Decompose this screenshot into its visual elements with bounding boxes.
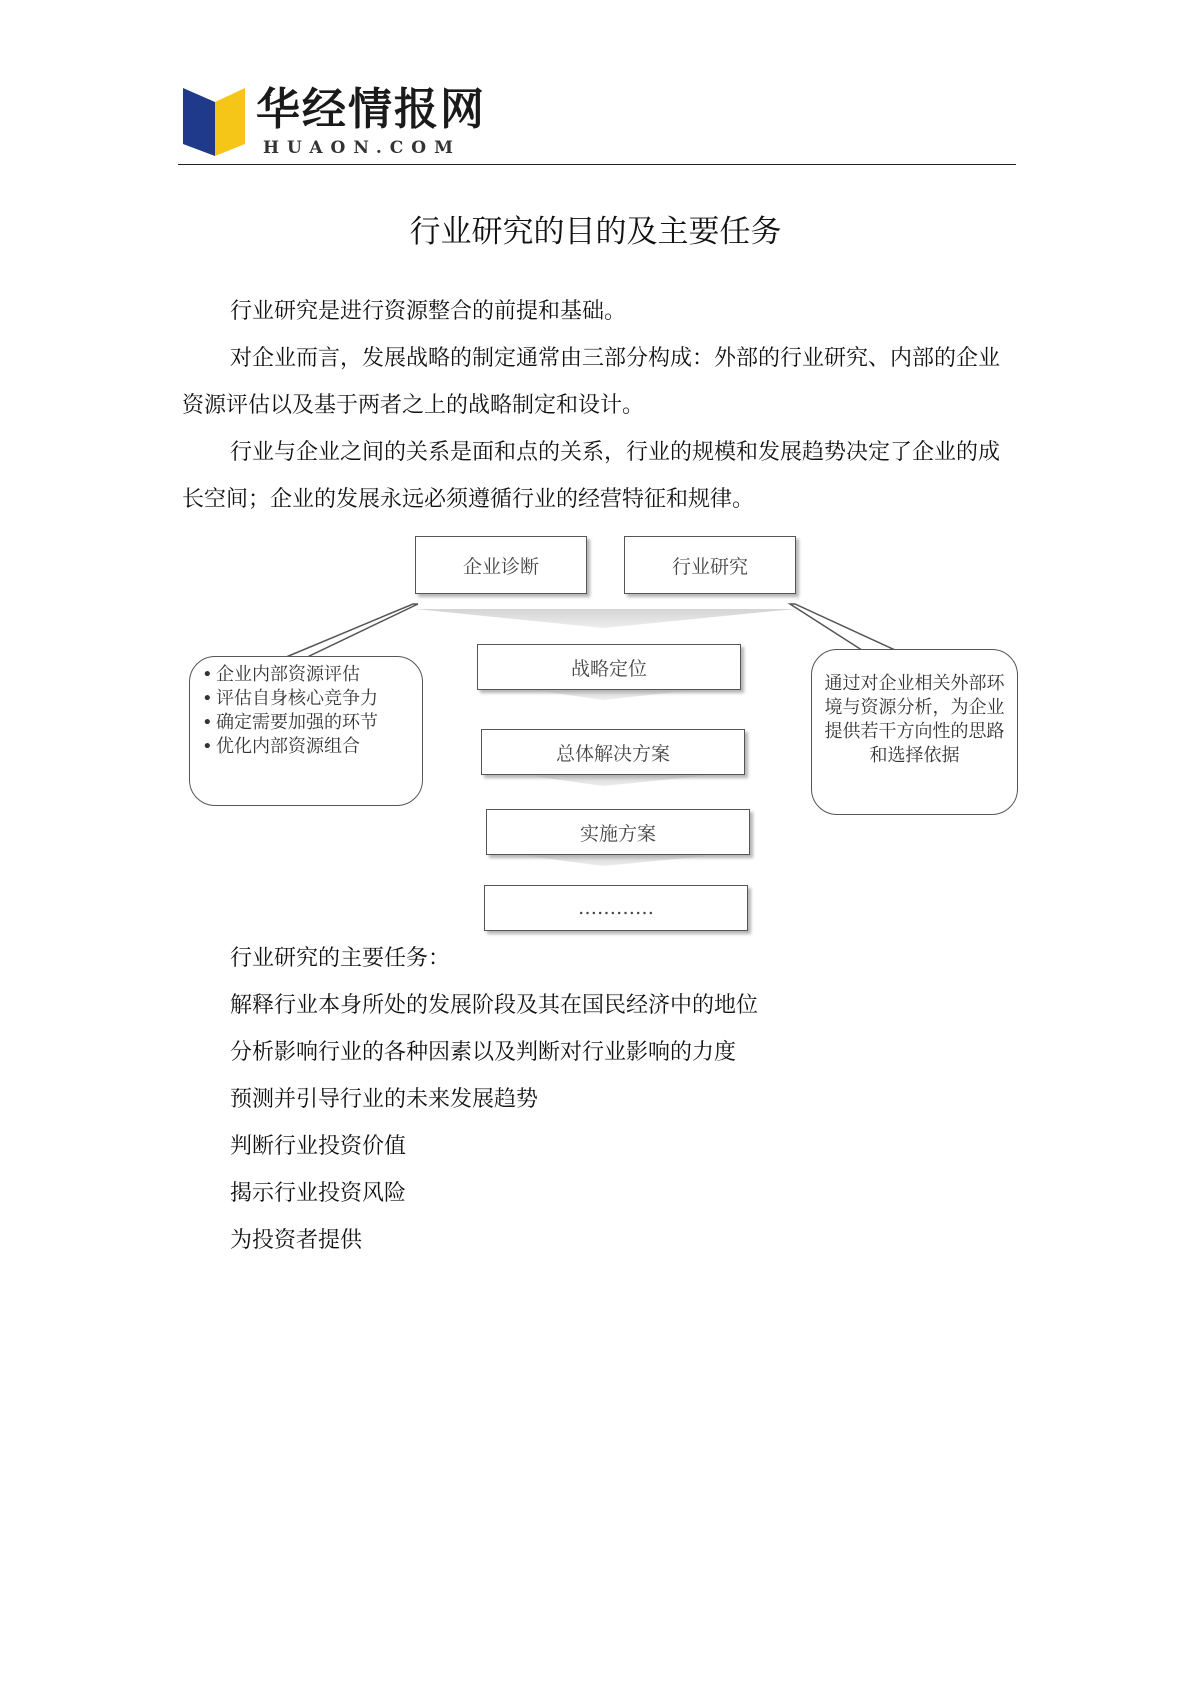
box-enterprise-diagnosis: 企业诊断 <box>415 536 587 594</box>
left-pointer <box>279 604 418 660</box>
callout-external-analysis: 通过对企业相关外部环境与资源分析，为企业提供若干方向性的思路和选择依据 <box>811 649 1018 815</box>
list-item: 预测并引导行业的未来发展趋势 <box>230 1087 539 1112</box>
flow-step-implementation-plan: 实施方案 <box>486 809 750 855</box>
tasks-heading: 行业研究的主要任务： <box>230 946 451 971</box>
flow-step-ellipsis: ………… <box>484 885 748 931</box>
list-item: 为投资者提供 <box>230 1228 363 1253</box>
list-item: 揭示行业投资风险 <box>230 1181 407 1206</box>
flow-step-strategy-positioning: 战略定位 <box>477 644 741 690</box>
paragraph-1: 行业研究是进行资源整合的前提和基础。 <box>230 299 627 324</box>
flow-step-overall-solution: 总体解决方案 <box>481 729 745 775</box>
right-pointer <box>790 604 895 654</box>
strategy-diagram <box>183 536 1019 928</box>
callout-item: • 优化内部资源组合 <box>216 735 412 759</box>
callout-item: • 企业内部资源评估 <box>216 663 412 687</box>
logo-text-en: HUAON.COM <box>263 138 461 158</box>
paragraph-2: 对企业而言，发展战略的制定通常由三部分构成：外部的行业研究、内部的企业资源评估以及基于两者之上的战略制定和设计。 <box>182 346 1001 418</box>
logo-icon <box>183 88 245 156</box>
callout-item: • 确定需要加强的环节 <box>216 711 412 735</box>
list-item: 解释行业本身所处的发展阶段及其在国民经济中的地位 <box>230 993 759 1018</box>
list-item: 判断行业投资价值 <box>230 1134 407 1159</box>
callout-item: • 评估自身核心竞争力 <box>216 687 412 711</box>
page-title: 行业研究的目的及主要任务 <box>409 214 782 250</box>
chevron-3 <box>513 854 728 866</box>
paragraph-3: 行业与企业之间的关系是面和点的关系，行业的规模和发展趋势决定了企业的成长空间；企业的发展永远必须遵循行业的经营特征和规律。 <box>182 440 1001 512</box>
chevron-big <box>415 609 795 628</box>
task-list <box>230 982 1010 1264</box>
logo-text-cn: 华经情报网 <box>256 84 486 135</box>
chevron-2 <box>518 774 723 786</box>
callout-internal-assessment <box>189 656 423 806</box>
header-divider <box>178 164 1016 165</box>
list-item: 分析影响行业的各种因素以及判断对行业影响的力度 <box>230 1040 737 1065</box>
box-industry-research: 行业研究 <box>624 536 796 594</box>
